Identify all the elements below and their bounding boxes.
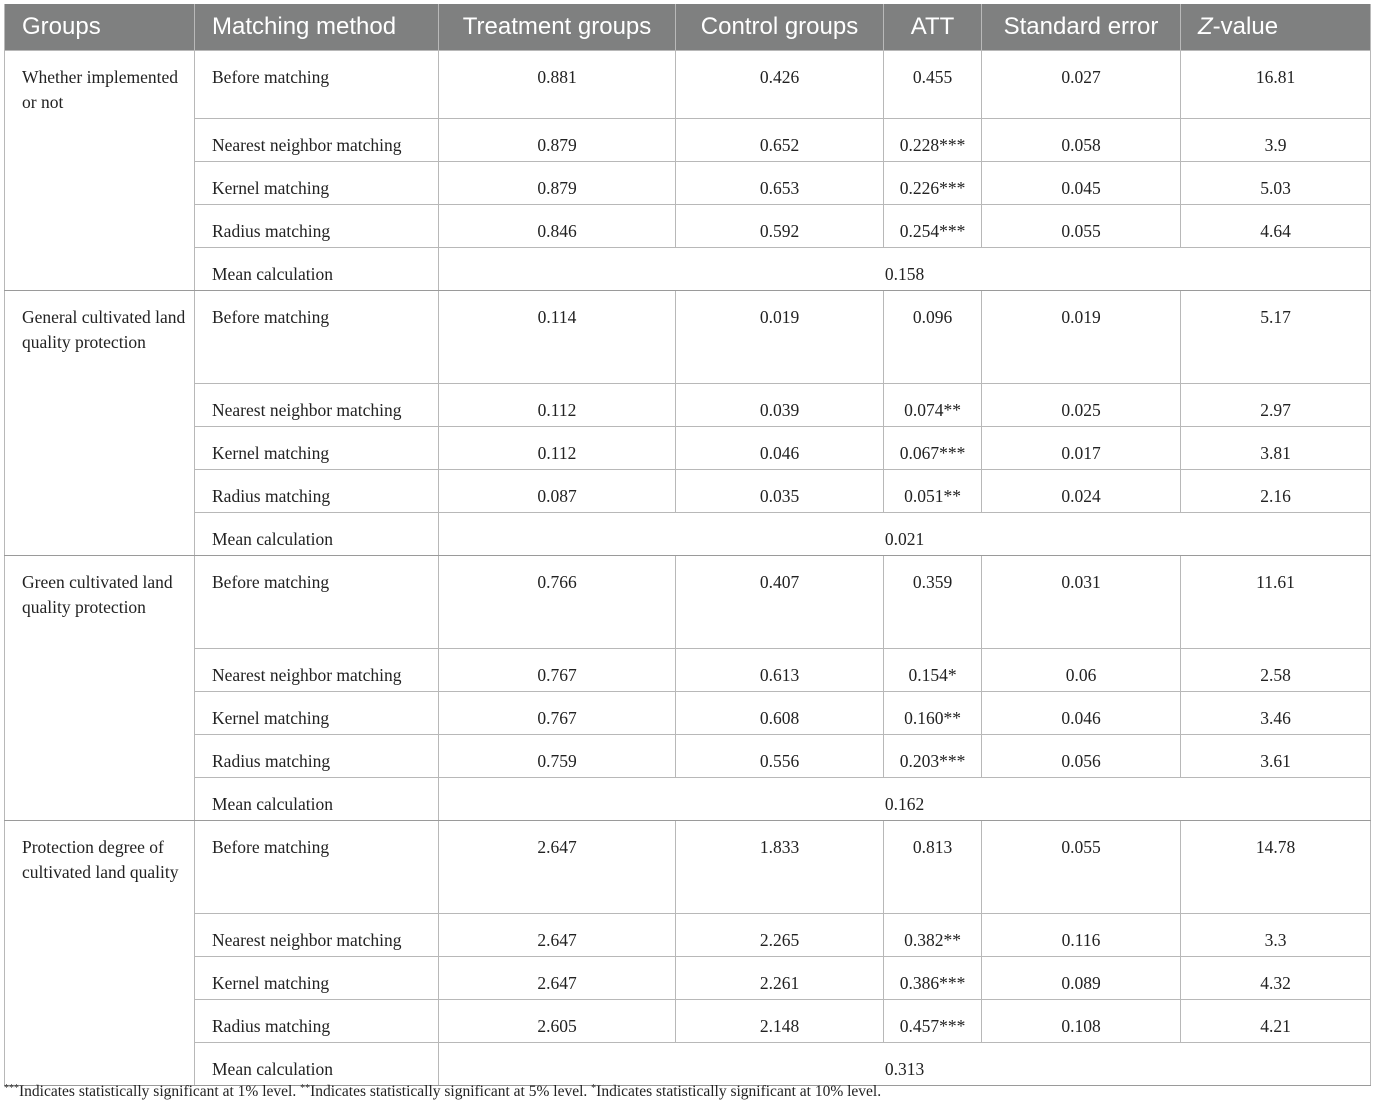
z-value-cell: 4.64 — [1181, 205, 1371, 248]
z-value-cell: 2.97 — [1181, 384, 1371, 427]
mean-value-cell: 0.162 — [439, 778, 1371, 821]
standard-error-cell: 0.045 — [982, 162, 1181, 205]
att-cell: 0.096 — [884, 291, 982, 384]
z-value-cell: 4.21 — [1181, 1000, 1371, 1043]
control-cell: 0.653 — [676, 162, 884, 205]
mean-label-cell: Mean calculation — [195, 778, 439, 821]
control-cell: 2.261 — [676, 957, 884, 1000]
z-value-cell: 4.32 — [1181, 957, 1371, 1000]
mean-value-cell: 0.313 — [439, 1043, 1371, 1086]
group-label: Protection degree of cultivated land quality — [5, 821, 195, 1086]
mean-row — [5, 778, 1371, 821]
table-row — [5, 470, 1371, 513]
table-row — [5, 119, 1371, 162]
control-cell: 0.592 — [676, 205, 884, 248]
mean-value-cell: 0.158 — [439, 248, 1371, 291]
standard-error-cell: 0.019 — [982, 291, 1181, 384]
mean-row — [5, 513, 1371, 556]
footnote-text-5pct: Indicates statistically significant at 5% level. — [310, 1083, 592, 1100]
z-value-cell: 3.61 — [1181, 735, 1371, 778]
table-row — [5, 1000, 1371, 1043]
matching-method-cell: Kernel matching — [195, 427, 439, 470]
att-cell: 0.813 — [884, 821, 982, 914]
treatment-cell: 0.112 — [439, 427, 676, 470]
table-row — [5, 384, 1371, 427]
control-cell: 2.265 — [676, 914, 884, 957]
treatment-cell: 2.647 — [439, 821, 676, 914]
matching-method-cell: Before matching — [195, 291, 439, 384]
standard-error-cell: 0.058 — [982, 119, 1181, 162]
standard-error-cell: 0.027 — [982, 51, 1181, 119]
matching-method-cell: Before matching — [195, 821, 439, 914]
control-cell: 0.039 — [676, 384, 884, 427]
z-value-cell: 14.78 — [1181, 821, 1371, 914]
control-cell: 0.556 — [676, 735, 884, 778]
matching-method-cell: Kernel matching — [195, 162, 439, 205]
treatment-cell: 0.759 — [439, 735, 676, 778]
treatment-cell: 0.766 — [439, 556, 676, 649]
att-cell: 0.455 — [884, 51, 982, 119]
matching-method-cell: Kernel matching — [195, 957, 439, 1000]
header-att: ATT — [884, 4, 982, 51]
mean-label-cell: Mean calculation — [195, 1043, 439, 1086]
standard-error-cell: 0.046 — [982, 692, 1181, 735]
z-value-cell: 11.61 — [1181, 556, 1371, 649]
table-row — [5, 821, 1371, 914]
treatment-cell: 0.879 — [439, 162, 676, 205]
group-label: General cultivated land quality protection — [5, 291, 195, 556]
table-row — [5, 556, 1371, 649]
standard-error-cell: 0.056 — [982, 735, 1181, 778]
table-row — [5, 291, 1371, 384]
table-row — [5, 51, 1371, 119]
att-cell: 0.382** — [884, 914, 982, 957]
control-cell: 2.148 — [676, 1000, 884, 1043]
treatment-cell: 2.605 — [439, 1000, 676, 1043]
footnote-mark-10pct: * — [591, 1083, 597, 1094]
standard-error-cell: 0.055 — [982, 821, 1181, 914]
treatment-cell: 0.087 — [439, 470, 676, 513]
table-row — [5, 692, 1371, 735]
standard-error-cell: 0.089 — [982, 957, 1181, 1000]
treatment-cell: 0.879 — [439, 119, 676, 162]
header-matching-method: Matching method — [195, 4, 439, 51]
header-z-value — [1181, 4, 1371, 51]
att-cell: 0.254*** — [884, 205, 982, 248]
table-row — [5, 914, 1371, 957]
att-cell: 0.154* — [884, 649, 982, 692]
table-row — [5, 205, 1371, 248]
att-cell: 0.457*** — [884, 1000, 982, 1043]
table-row — [5, 427, 1371, 470]
control-cell: 0.426 — [676, 51, 884, 119]
att-cell: 0.226*** — [884, 162, 982, 205]
treatment-cell: 0.767 — [439, 692, 676, 735]
matching-method-cell: Radius matching — [195, 1000, 439, 1043]
att-cell: 0.074** — [884, 384, 982, 427]
footnote — [4, 1083, 881, 1101]
z-value-cell: 2.58 — [1181, 649, 1371, 692]
matching-method-cell: Radius matching — [195, 470, 439, 513]
footnote-mark-1pct: *** — [4, 1083, 19, 1094]
group-label: Green cultivated land quality protection — [5, 556, 195, 821]
standard-error-cell: 0.031 — [982, 556, 1181, 649]
treatment-cell: 0.114 — [439, 291, 676, 384]
z-value-cell: 5.17 — [1181, 291, 1371, 384]
z-value-cell: 2.16 — [1181, 470, 1371, 513]
header-row — [5, 4, 1371, 51]
footnote-text-1pct: Indicates statistically significant at 1% level. — [19, 1083, 301, 1100]
z-value-cell: 3.81 — [1181, 427, 1371, 470]
table-row — [5, 957, 1371, 1000]
matching-method-cell: Nearest neighbor matching — [195, 914, 439, 957]
header-control-groups: Control groups — [676, 4, 884, 51]
mean-row — [5, 248, 1371, 291]
matching-method-cell: Before matching — [195, 51, 439, 119]
z-value-cell: 3.46 — [1181, 692, 1371, 735]
standard-error-cell: 0.017 — [982, 427, 1181, 470]
mean-value-cell: 0.021 — [439, 513, 1371, 556]
psm-results-table — [4, 4, 1371, 1086]
table-row — [5, 162, 1371, 205]
control-cell: 0.019 — [676, 291, 884, 384]
header-groups: Groups — [5, 4, 195, 51]
standard-error-cell: 0.025 — [982, 384, 1181, 427]
control-cell: 1.833 — [676, 821, 884, 914]
mean-label-cell: Mean calculation — [195, 513, 439, 556]
footnote-mark-5pct: ** — [300, 1083, 311, 1094]
group-label: Whether implemented or not — [5, 51, 195, 291]
z-value-cell: 3.3 — [1181, 914, 1371, 957]
att-cell: 0.067*** — [884, 427, 982, 470]
matching-method-cell: Before matching — [195, 556, 439, 649]
standard-error-cell: 0.055 — [982, 205, 1181, 248]
z-value-cell: 16.81 — [1181, 51, 1371, 119]
matching-method-cell: Radius matching — [195, 735, 439, 778]
treatment-cell: 0.846 — [439, 205, 676, 248]
header-z-rest: -value — [1212, 13, 1279, 40]
control-cell: 0.652 — [676, 119, 884, 162]
standard-error-cell: 0.108 — [982, 1000, 1181, 1043]
treatment-cell: 0.767 — [439, 649, 676, 692]
treatment-cell: 0.112 — [439, 384, 676, 427]
att-cell: 0.228*** — [884, 119, 982, 162]
table-row — [5, 735, 1371, 778]
att-cell: 0.386*** — [884, 957, 982, 1000]
control-cell: 0.608 — [676, 692, 884, 735]
treatment-cell: 2.647 — [439, 914, 676, 957]
control-cell: 0.046 — [676, 427, 884, 470]
matching-method-cell: Radius matching — [195, 205, 439, 248]
matching-method-cell: Nearest neighbor matching — [195, 649, 439, 692]
att-cell: 0.051** — [884, 470, 982, 513]
results-table-container — [4, 4, 1370, 1086]
treatment-cell: 0.881 — [439, 51, 676, 119]
control-cell: 0.613 — [676, 649, 884, 692]
table-row — [5, 649, 1371, 692]
table-body — [5, 51, 1371, 1086]
header-z-italic: Z — [1198, 13, 1213, 40]
z-value-cell: 5.03 — [1181, 162, 1371, 205]
header-standard-error: Standard error — [982, 4, 1181, 51]
control-cell: 0.407 — [676, 556, 884, 649]
header-treatment-groups: Treatment groups — [439, 4, 676, 51]
standard-error-cell: 0.024 — [982, 470, 1181, 513]
matching-method-cell: Nearest neighbor matching — [195, 119, 439, 162]
att-cell: 0.160** — [884, 692, 982, 735]
mean-label-cell: Mean calculation — [195, 248, 439, 291]
control-cell: 0.035 — [676, 470, 884, 513]
z-value-cell: 3.9 — [1181, 119, 1371, 162]
matching-method-cell: Nearest neighbor matching — [195, 384, 439, 427]
mean-row — [5, 1043, 1371, 1086]
att-cell: 0.359 — [884, 556, 982, 649]
matching-method-cell: Kernel matching — [195, 692, 439, 735]
standard-error-cell: 0.116 — [982, 914, 1181, 957]
att-cell: 0.203*** — [884, 735, 982, 778]
standard-error-cell: 0.06 — [982, 649, 1181, 692]
footnote-text-10pct: Indicates statistically significant at 10% level. — [596, 1083, 882, 1100]
treatment-cell: 2.647 — [439, 957, 676, 1000]
